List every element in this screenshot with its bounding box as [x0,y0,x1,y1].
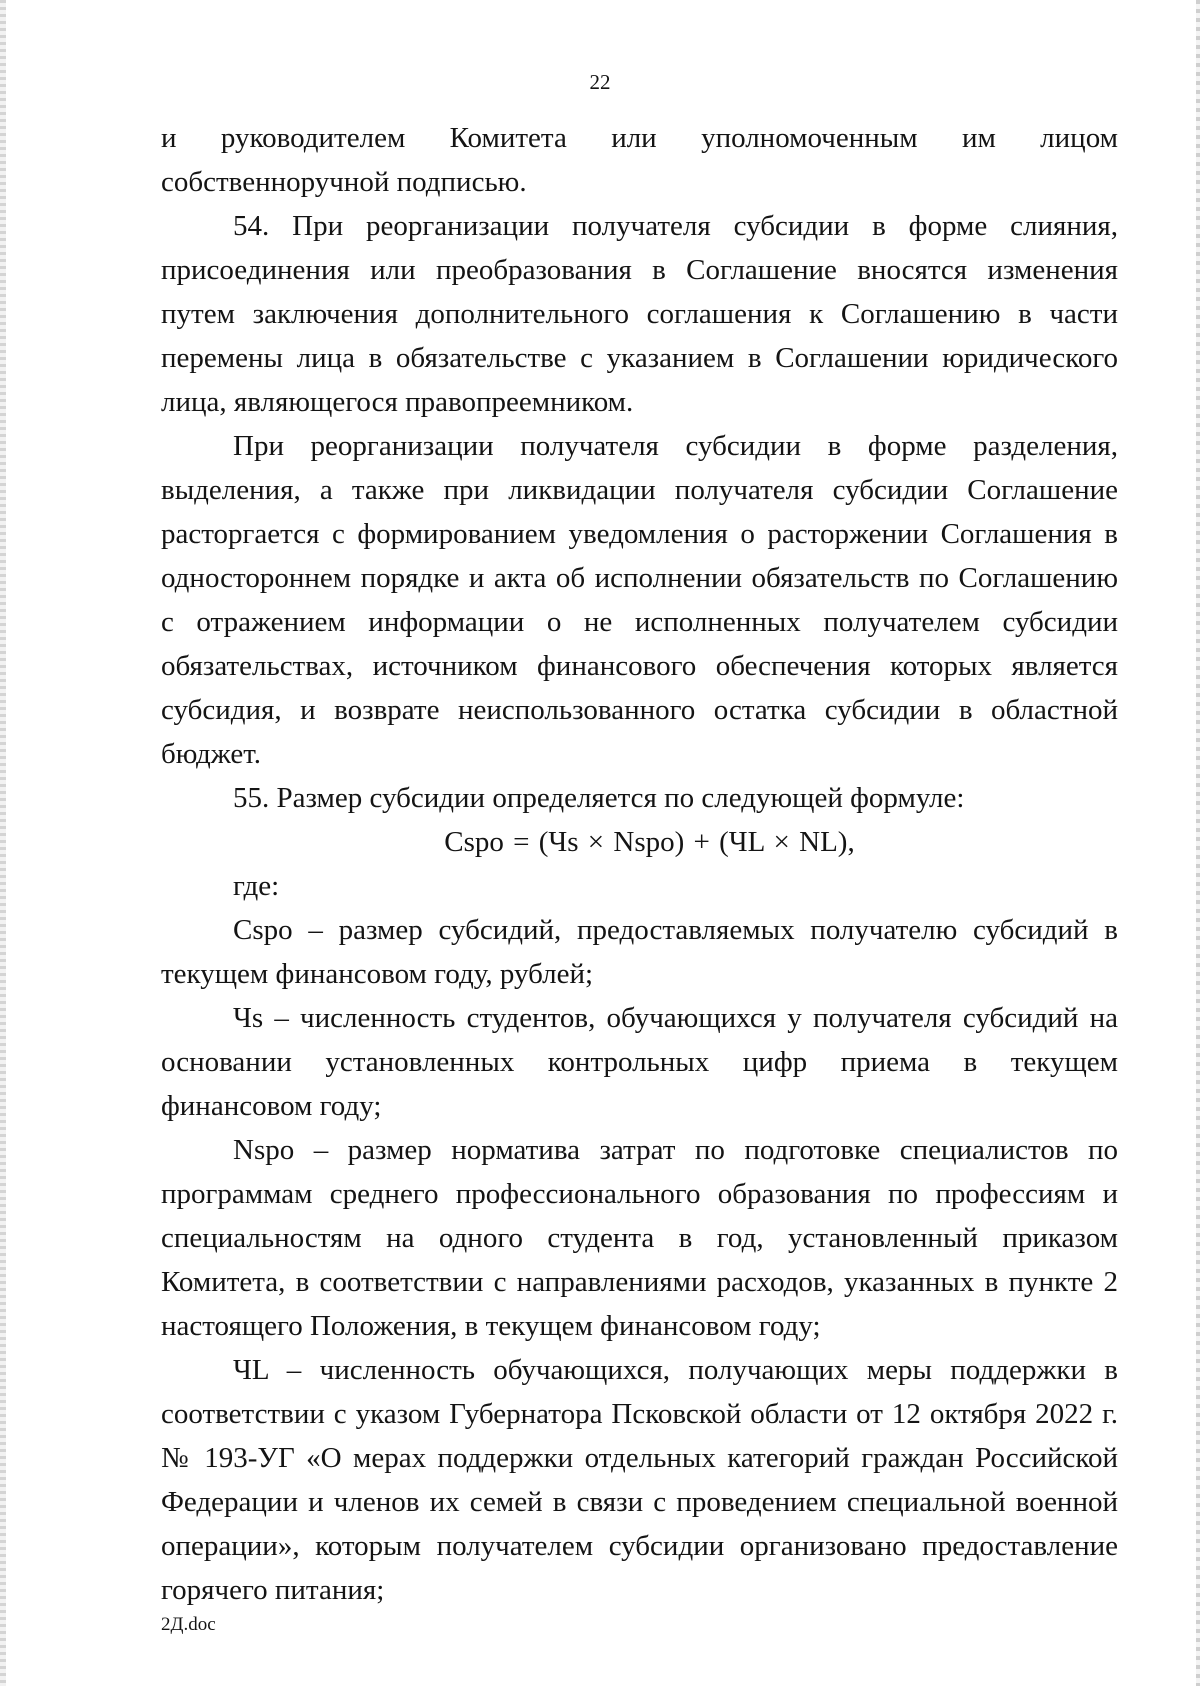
definition-chs: Чs – численность студентов, обучающихся у получателя субсидий на основании установленных контрольных цифр приема в текущем финансовом году; [161,1002,1118,1122]
formula: Cspo = (Чs × Nspo) + (ЧL × NL), [444,826,855,858]
scan-edge-right [1196,0,1200,1686]
paragraph-54: 54. При реорганизации получателя субсидии в форме слияния, присоединения или преобразования в Соглашение вносятся изменения путем заключения дополнительного соглашения к Соглашению в части перемены лица в обязательстве с указанием в Соглашении юридического лица, являющегося правопреемником. [161,210,1118,418]
definition-chl: ЧL – численность обучающихся, получающих меры поддержки в соответствии с указом Губернатора Псковской области от 12 октября 2022 г. № 193-УГ «О мерах поддержки отдельных категорий граждан Российской Федерации и членов их семей в связи с проведением специальной военной операции», которым получателем субсидии организовано предоставление горячего питания; [161,1354,1118,1606]
paragraph-where: где: [233,870,280,902]
footer-filename: 2Д.doc [161,1614,216,1635]
definition-nspo: Nspo – размер норматива затрат по подготовке специалистов по программам среднего профессионального образования по профессиям и специальностям на одного студента в год, установленный приказом Комитета, в соответствии с направлениями расходов, указанных в пункте 2 настоящего Положения, в текущем финансовом году; [161,1134,1118,1342]
document-body [161,116,1118,1612]
page-number: 22 [589,70,611,94]
definition-cspo: Cspo – размер субсидий, предоставляемых получателю субсидий в текущем финансовом году, рублей; [161,914,1118,990]
paragraph-reorganization: При реорганизации получателя субсидии в форме разделения, выделения, а также при ликвидации получателя субсидии Соглашение расторгается с формированием уведомления о расторжении Соглашения в одностороннем порядке и акта об исполнении обязательств по Соглашению с отражением информации о не исполненных получателем субсидии обязательствах, источником финансового обеспечения которых является субсидия, и возврате неиспользованного остатка субсидии в областной бюджет. [161,430,1118,770]
paragraph-55: 55. Размер субсидии определяется по следующей формуле: [233,782,965,814]
scan-edge-left [0,0,6,1686]
paragraph-continuation: и руководителем Комитета или уполномоченным им лицом собственноручной подписью. [161,122,1118,198]
